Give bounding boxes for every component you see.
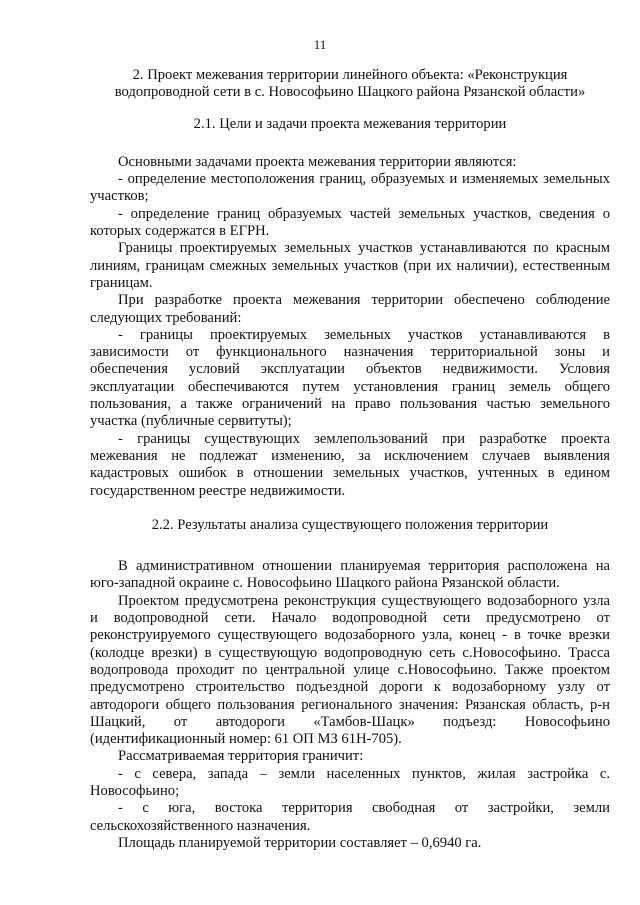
paragraph: При разработке проекта межевания территории обеспечено соблюдение следующих требований: bbox=[90, 292, 610, 326]
list-item: - границы существующих землепользований при разработке проекта межевания не подлежат изменению, за исключением случаев выявления кадастровых ошибок в отношении земельных участков, учтенных в едином государственном реестре недвижимости. bbox=[90, 430, 610, 499]
paragraph: Проектом предусмотрена реконструкция существующего водозаборного узла и водопроводной сети. Начало водопроводной сети предусмотрено от реконструируемого существующего водозаборного узла, конец - в точке врезки (колодце врезки) в существующую водопроводную сеть с.Новософьино. Трасса водопровода проходит по центральной улице с.Новософьино. Также проектом предусмотрено строительство подъездной дороги к водозаборному узлу от автодороги общего пользования регионального значения: Рязанская область, р-н Шацкий, от автодороги «Тамбов-Шацк» подъезд: Новософьино (идентификационный номер: 61 ОП МЗ 61Н-705). bbox=[90, 592, 610, 748]
paragraph: Основными задачами проекта межевания территории являются: bbox=[118, 153, 517, 170]
paragraph: В административном отношении планируемая территория расположена на юго-западной окраине с. Новософьино Шацкого района Рязанской области. bbox=[90, 558, 610, 592]
paragraph: Границы проектируемых земельных участков устанавливаются по красным линиям, границам смежных земельных участков (при их наличии), естественным границам. bbox=[90, 240, 610, 291]
list-item: - с юга, востока территория свободная от застройки, земли сельскохозяйственного назначения. bbox=[90, 800, 610, 834]
list-item: - границы проектируемых земельных участков устанавливаются в зависимости от функционального назначения территориальной зоны и обеспечения условий эксплуатации объектов недвижимости. Условия эксплуатации обеспечиваются путем установления границ земель общего пользования, а также ограничений на право пользования частью земельного участка (публичные сервитуты); bbox=[90, 326, 610, 430]
paragraph: Рассматриваемая территория граничит: bbox=[118, 748, 364, 765]
list-item: - с севера, запада – земли населенных пунктов, жилая застройка с. Новософьино; bbox=[90, 765, 610, 799]
list-item: - определение границ образуемых частей земельных участков, сведения о которых содержатся в ЕГРН. bbox=[90, 205, 610, 240]
page-content bbox=[90, 67, 610, 852]
page-number: 11 bbox=[313, 37, 327, 52]
list-item: - определение местоположения границ, образуемых и изменяемых земельных участков; bbox=[90, 171, 610, 205]
subsection-2-body bbox=[90, 558, 610, 852]
subsection-1-body bbox=[90, 154, 610, 500]
section-title: 2. Проект межевания территории линейного объекта: «Реконструкция водопроводной сети в с. Новософьино Шацкого района Рязанской области» bbox=[114, 67, 586, 101]
subsection-1-title: 2.1. Цели и задачи проекта межевания территории bbox=[193, 115, 507, 132]
paragraph: Площадь планируемой территории составляет – 0,6940 га. bbox=[118, 834, 482, 851]
subsection-2-title: 2.2. Результаты анализа существующего положения территории bbox=[151, 516, 549, 533]
